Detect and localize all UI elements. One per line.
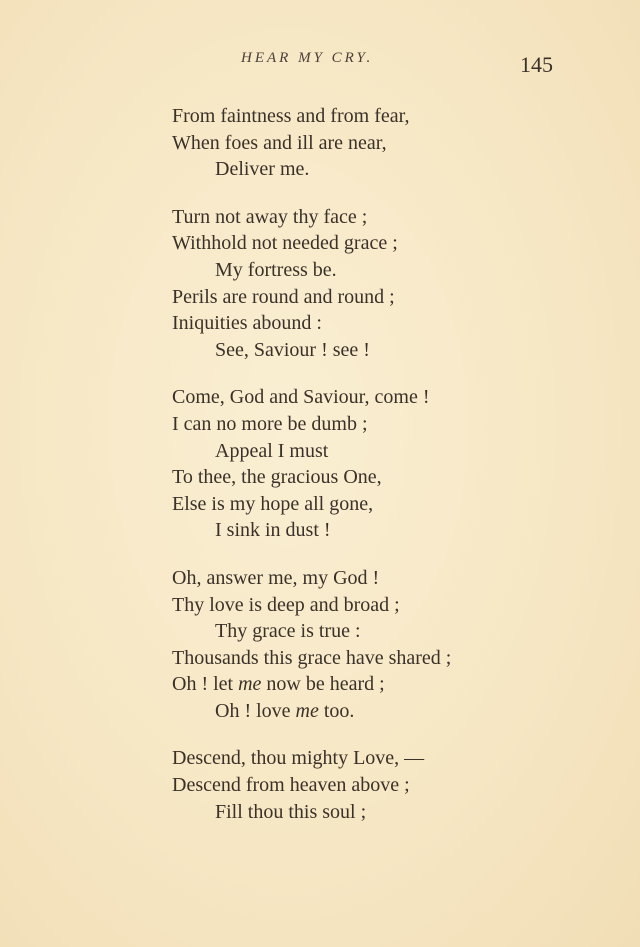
poem-line: Iniquities abound :	[172, 312, 322, 335]
running-title: HEAR MY CRY.	[241, 50, 374, 66]
poem-line: Thy grace is true :	[215, 620, 361, 643]
stanza	[172, 103, 592, 183]
poem-line: Oh ! let me now be heard ;	[172, 673, 385, 696]
stanza	[172, 745, 592, 825]
poem-line: Else is my hope all gone,	[172, 492, 374, 515]
stanza	[172, 384, 592, 544]
poem-line: Thousands this grace have shared ;	[172, 646, 452, 669]
poem-line: I sink in dust !	[215, 519, 331, 542]
poem-body	[172, 103, 592, 846]
poem-line: Descend, thou mighty Love, —	[172, 747, 425, 770]
poem-line: Come, God and Saviour, come !	[172, 386, 430, 409]
poem-line: When foes and ill are near,	[172, 131, 387, 154]
poem-line: Descend from heaven above ;	[172, 774, 410, 797]
poem-line: Oh ! love me too.	[215, 699, 355, 722]
poem-line: To thee, the gracious One,	[172, 466, 382, 489]
poem-line: Deliver me.	[215, 158, 310, 181]
poem-line: Withhold not needed grace ;	[172, 232, 398, 255]
poem-line: Oh, answer me, my God !	[172, 566, 380, 589]
poem-line: Thy love is deep and broad ;	[172, 593, 400, 616]
poem-line: I can no more be dumb ;	[172, 412, 368, 435]
page-number: 145	[520, 52, 553, 77]
stanza	[172, 204, 592, 364]
stanza	[172, 565, 592, 725]
poem-line: Appeal I must	[215, 439, 329, 462]
poem-line: Fill thou this soul ;	[215, 800, 367, 823]
poem-line: See, Saviour ! see !	[215, 338, 370, 361]
poem-line: My fortress be.	[215, 258, 337, 281]
poem-line: Perils are round and round ;	[172, 285, 395, 308]
poem-line: From faintness and from fear,	[172, 105, 410, 127]
poem-line: Turn not away thy face ;	[172, 205, 368, 228]
